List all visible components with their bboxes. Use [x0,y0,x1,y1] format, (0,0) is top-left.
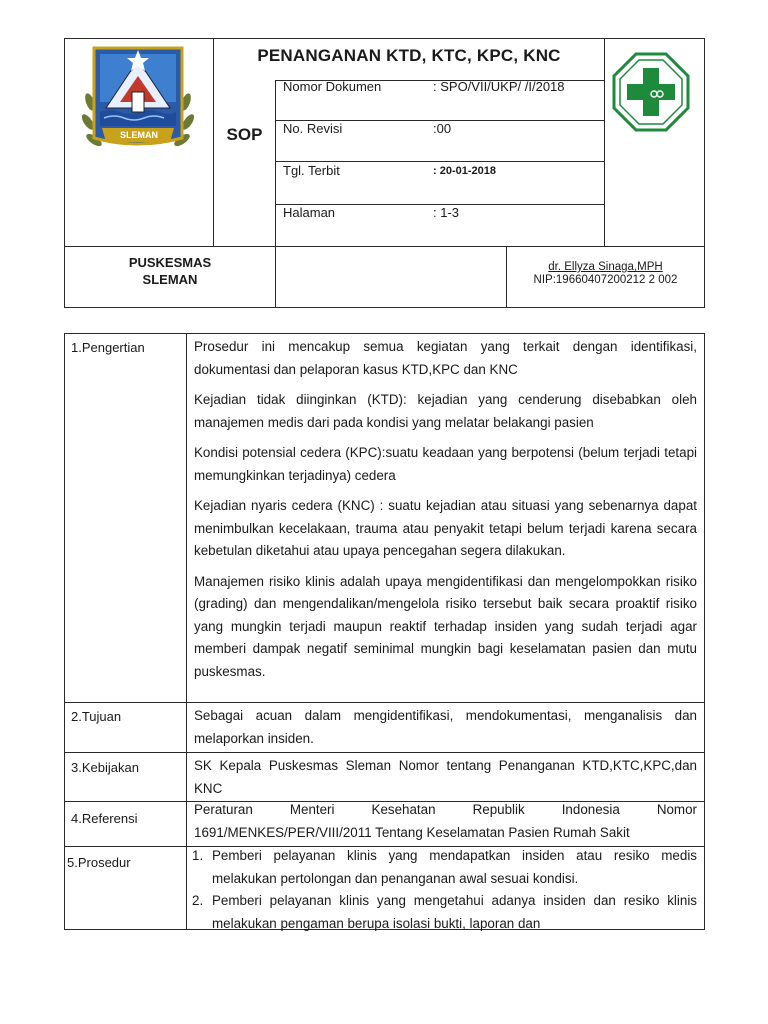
meta-label: Tgl. Terbit [283,163,340,178]
meta-value: :00 [433,121,452,136]
signer-block [507,261,704,287]
section-label-referensi: 4.Referensi [71,811,138,826]
sleman-emblem-logo [80,42,196,154]
organization-name [64,254,276,288]
meta-label: Nomor Dokumen [283,79,382,94]
content-divider [186,333,187,930]
org-line-2: SLEMAN [142,272,198,287]
sop-label: SOP [226,125,263,144]
content-divider [64,702,705,703]
content-divider [64,752,705,753]
header-divider [275,161,604,162]
document-title: PENANGANAN KTD, KTC, KPC, KNC [257,46,561,65]
header-divider [64,246,705,247]
procedure-list [192,845,697,935]
meta-label: No. Revisi [283,121,343,136]
header-divider [604,38,605,246]
signer-name: dr. Ellyza Sinaga,MPH [548,261,663,273]
section-label-tujuan: 2.Tujuan [71,709,122,724]
paragraph: Kejadian tidak diinginkan (KTD): kejadian yang cenderung disebabkan oleh manajemen medis dari pada kondisi yang melatar belakangi pasien [194,392,697,430]
paragraph: Kondisi potensial cedera (KPC):suatu keadaan yang berpotensi (belum terjadi tetapi memungkinkan terjadinya) cedera [194,445,697,483]
section-body-prosedur [192,845,697,935]
meta-label: Halaman [283,205,336,220]
paragraph: Kejadian nyaris cedera (KNC) : suatu kejadian atau situasi yang sebenarnya dapat menimbulkan kecelakaan, trauma atau penyakit tetapi belum terjadi karena secara kebetulan diketahui atau upaya pencegahan segera dilakukan. [194,498,697,558]
list-item-number: 2. [192,893,204,908]
list-item [192,845,697,890]
list-item-text: Pemberi pelayanan klinis yang mengetahui adanya insiden dan resiko klinis melakukan pengaman berupa isolasi bukti, laporan dan [212,893,697,931]
org-line-1: PUSKESMAS [128,255,212,270]
list-item [192,890,697,935]
paragraph: Prosedur ini mencakup semua kegiatan yang terkait dengan identifikasi, dokumentasi dan pelaporan kasus KTD,KPC dan KNC [194,339,697,377]
meta-value: : SPO/VII/UKP/ /I/2018 [433,79,565,94]
paragraph: Manajemen risiko klinis adalah upaya mengidentifikasi dan mengelompokkan risiko (grading) dan mengendalikan/mengelola risiko tersebut baik secara proaktif risiko yang mungkin terjadi maupun reaktif terhadap insiden yang sudah terjadi agar memberi dampak negatif seminimal mungkin bagi keselamatan pasien dan mutu puskesmas. [194,573,697,679]
puskesmas-cross-logo [612,52,690,132]
section-label-prosedur: 5.Prosedur [67,855,131,870]
section-label-kebijakan: 3.Kebijakan [71,760,139,775]
list-item-text: Pemberi pelayanan klinis yang mendapatkan insiden atau resiko medis melakukan pertolongan dan penanganan awal sesuai kondisi. [212,848,697,886]
section-label-pengertian: 1.Pengertian [71,340,145,355]
signer-nip: NIP:19660407200212 2 002 [533,274,678,286]
logo-text: SLEMAN [120,130,158,140]
section-body-tujuan: Sebagai acuan dalam mengidentifikasi, mendokumentasi, menganalisis dan melaporkan insiden. [194,708,697,746]
meta-value: : 1-3 [433,205,460,220]
meta-value: : 20-01-2018 [433,165,496,177]
list-item-number: 1. [192,848,204,863]
section-body-pengertian [194,336,697,691]
section-body-referensi: Peraturan Menteri Kesehatan Republik Indonesia Nomor 1691/MENKES/PER/VIII/2011 Tentang Keselamatan Pasien Rumah Sakit [194,802,697,840]
section-body-kebijakan: SK Kepala Puskesmas Sleman Nomor tentang Penanganan KTD,KTC,KPC,dan KNC [194,758,697,796]
